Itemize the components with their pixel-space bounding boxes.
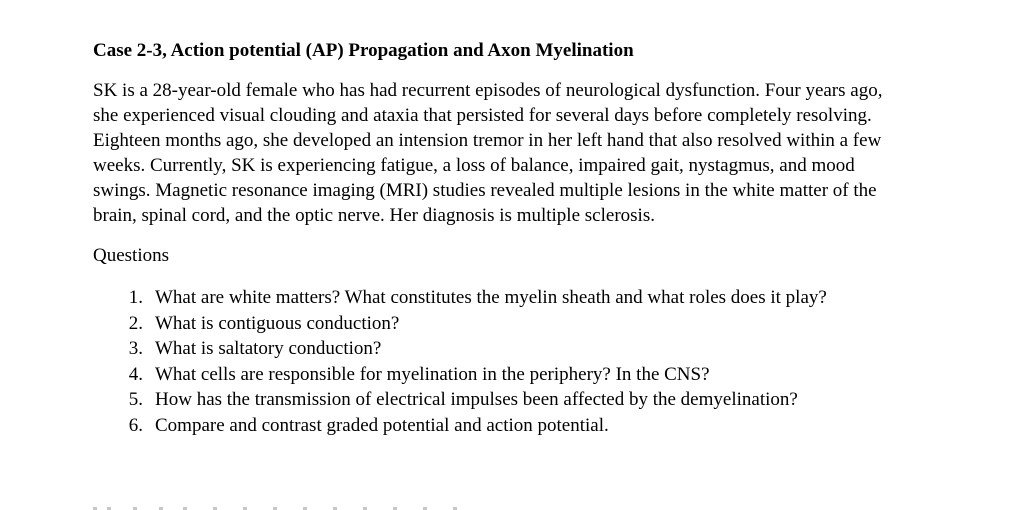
question-number: 5. <box>128 389 143 410</box>
question-text: What cells are responsible for myelination in the periphery? In the CNS? <box>155 363 710 385</box>
question-number: 2. <box>128 312 143 334</box>
case-title: Case 2-3, Action potential (AP) Propagation and Axon Myelination <box>93 40 634 61</box>
questions-heading: Questions <box>93 245 169 266</box>
question-number: 4. <box>128 363 143 385</box>
question-item <box>93 413 993 439</box>
question-item <box>93 387 993 413</box>
cut-off-next-line <box>93 502 493 510</box>
question-item <box>93 311 993 337</box>
question-text: What is contiguous conduction? <box>155 312 400 334</box>
document-page <box>93 38 993 438</box>
question-number: 3. <box>128 338 143 359</box>
question-number: 6. <box>128 414 143 436</box>
question-text: What is saltatory conduction? <box>155 338 382 359</box>
question-item <box>93 362 993 388</box>
question-text: What are white matters? What constitutes the myelin sheath and what roles does it play? <box>155 287 827 308</box>
question-item <box>93 285 993 311</box>
question-text: Compare and contrast graded potential and action potential. <box>155 414 609 436</box>
question-item <box>93 336 993 362</box>
question-text: How has the transmission of electrical impulses been affected by the demyelination? <box>155 389 798 410</box>
case-description: SK is a 28-year-old female who has had recurrent episodes of neurological dysfunction. Four years ago, she experienced visual clouding and ataxia that persisted for several days before completely resolving. Eighteen months ago, she developed an intension tremor in her left hand that also resolved within a few weeks. Currently, SK is experiencing fatigue, a loss of balance, impaired gait, nystagmus, and mood swings. Magnetic resonance imaging (MRI) studies revealed multiple lesions in the white matter of the brain, spinal cord, and the optic nerve. Her diagnosis is multiple sclerosis. <box>93 80 883 226</box>
question-list <box>93 285 993 438</box>
question-number: 1. <box>128 287 143 308</box>
